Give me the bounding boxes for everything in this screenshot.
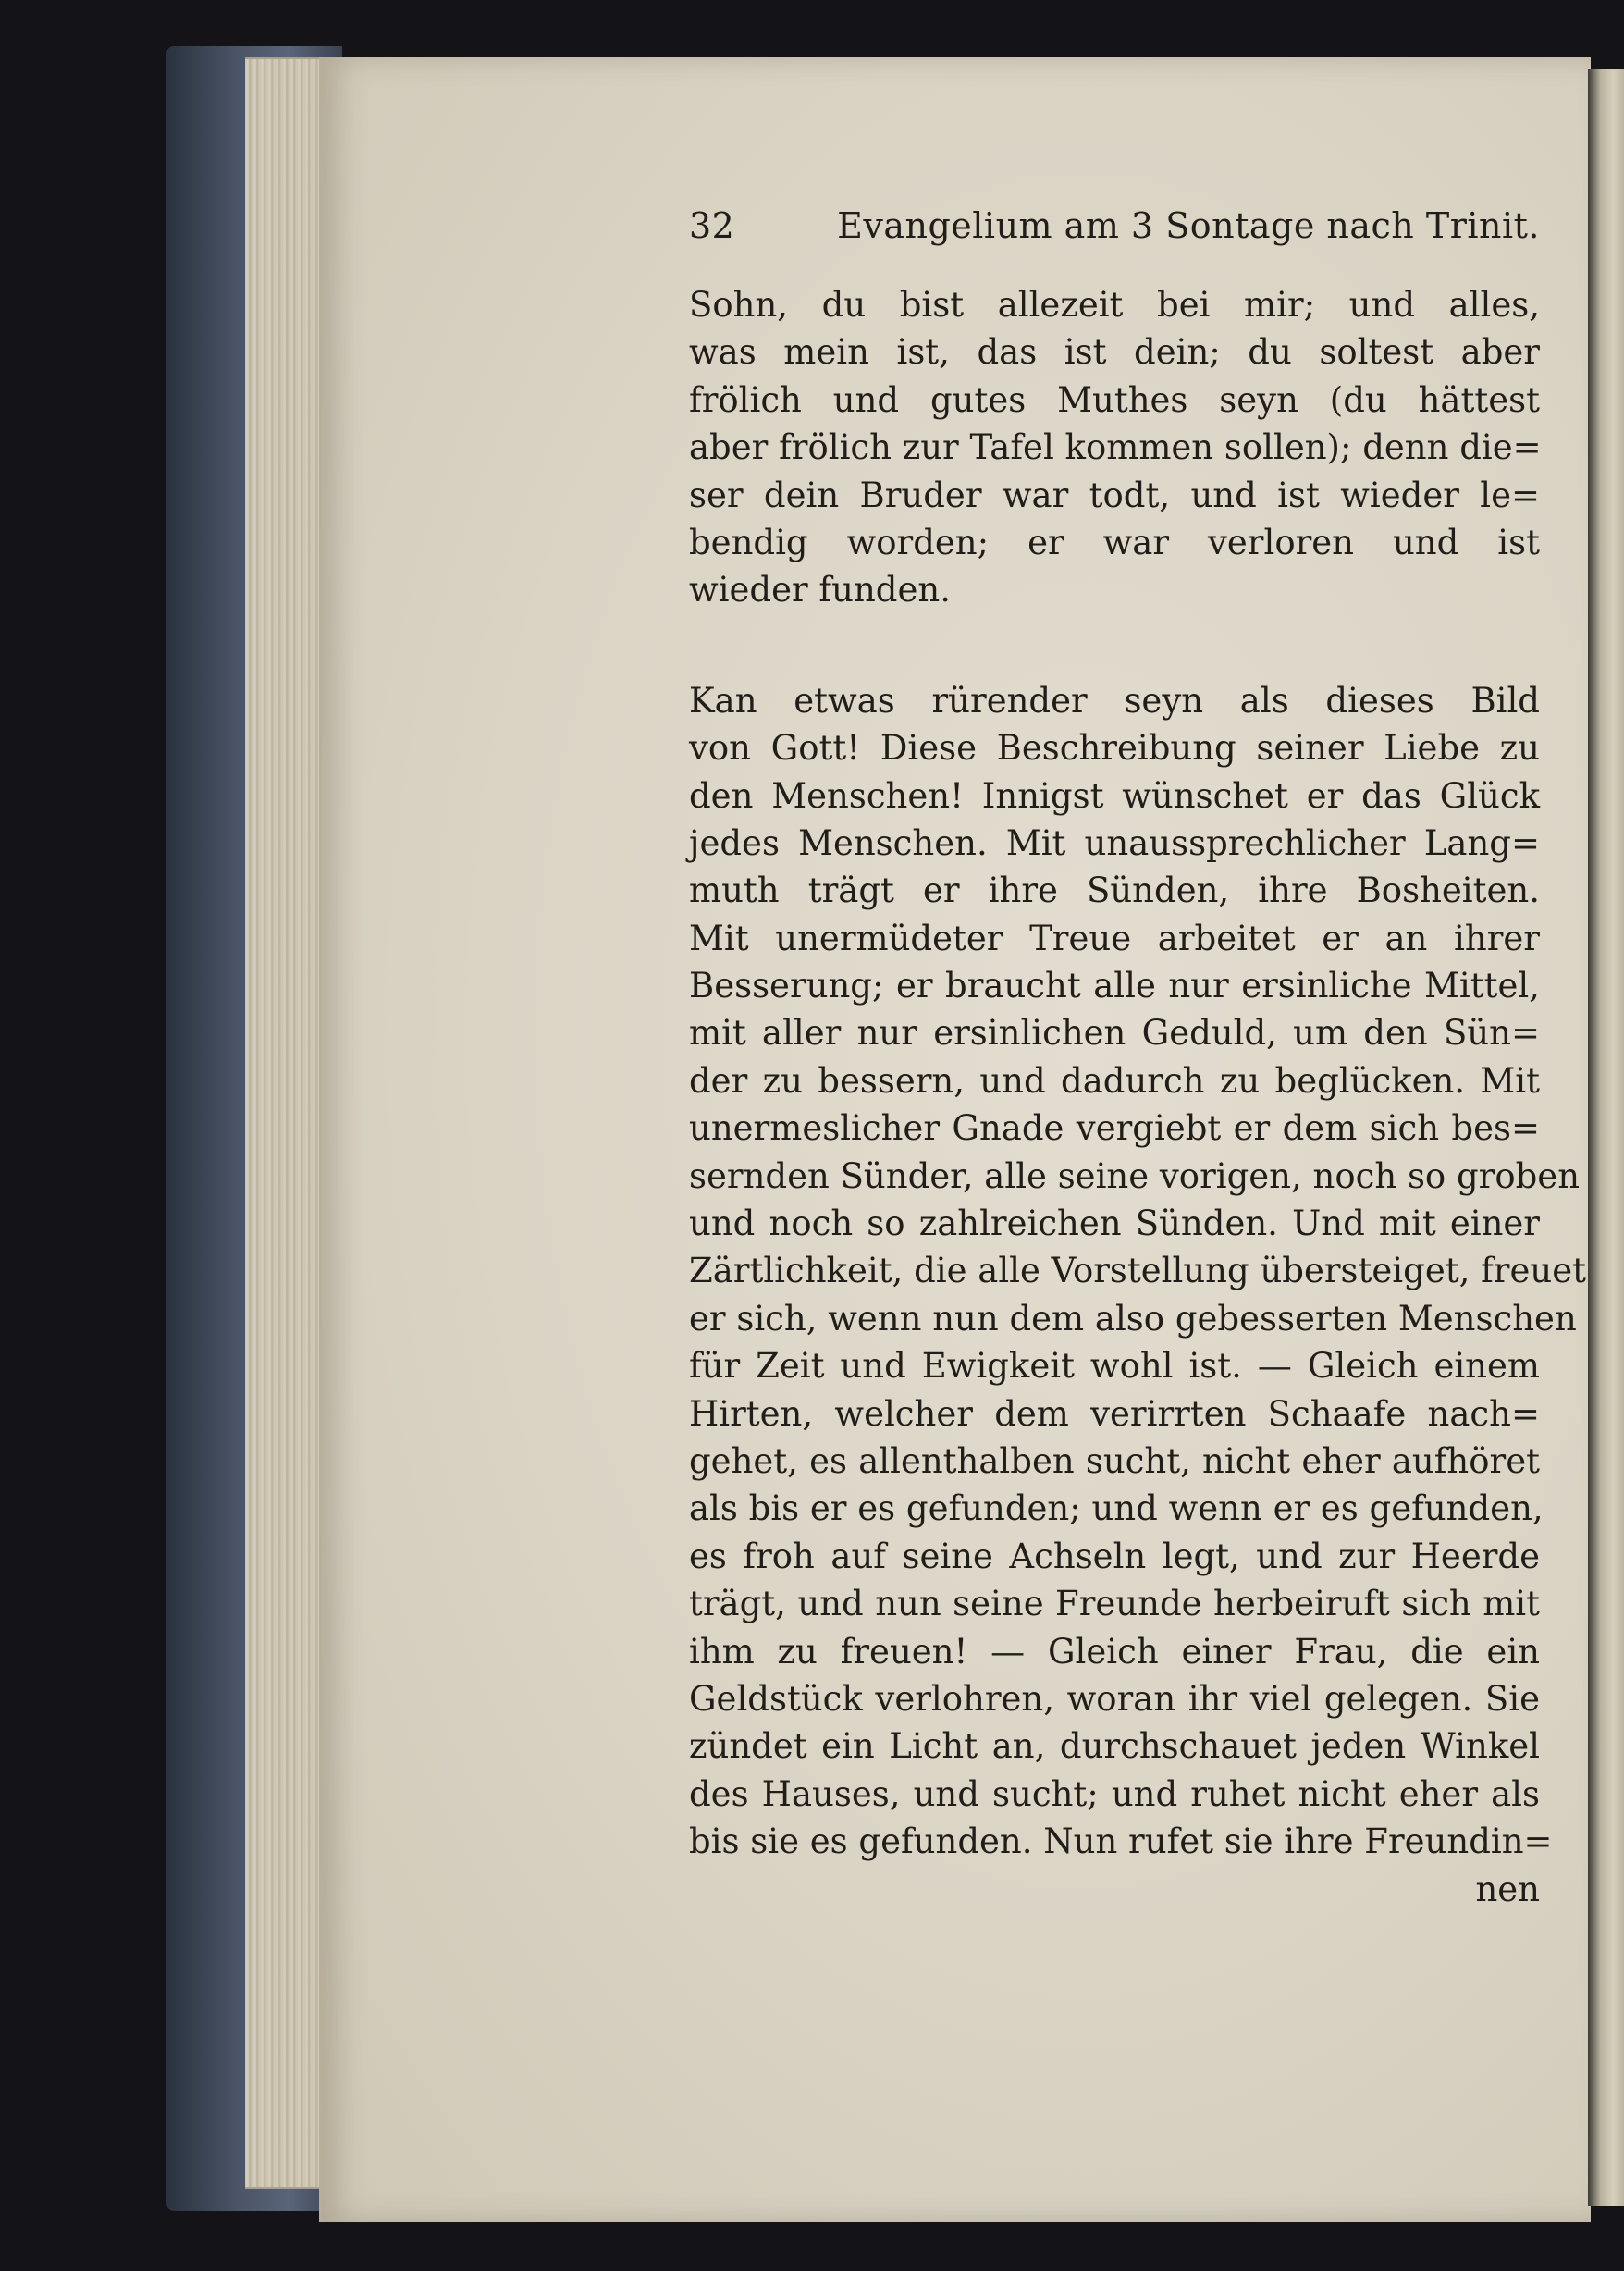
text-line: Zärtlichkeit, die alle Vorstellung übersteiget, freuet (689, 1251, 1586, 1291)
text-line: frölich und gutes Muthes seyn (du hättest (689, 379, 1540, 420)
text-line: muth trägt er ihre Sünden, ihre Bosheiten. (689, 870, 1540, 911)
text-line: und noch so zahlreichen Sünden. Und mit einer (689, 1203, 1540, 1244)
text-line: jedes Menschen. Mit unaussprechlicher Lang= (689, 822, 1540, 863)
text-line: wieder funden. (689, 570, 951, 611)
text-line: Hirten, welcher dem verirrten Schaafe nach= (689, 1393, 1540, 1434)
text-line: des Hauses, und sucht; und ruhet nicht eher als (689, 1773, 1540, 1814)
text-line: für Zeit und Ewigkeit wohl ist. — Gleich einem (689, 1346, 1540, 1387)
page-number: 32 (689, 205, 735, 246)
page-header (689, 205, 1540, 246)
text-line: ihm zu freuen! — Gleich einer Frau, die ein (689, 1631, 1540, 1672)
text-line: er sich, wenn nun dem also gebesserten Menschen (689, 1298, 1577, 1339)
text-line: Besserung; er braucht alle nur ersinliche Mittel, (689, 966, 1540, 1006)
paragraph-2 (689, 677, 1586, 1866)
text-line: aber frölich zur Tafel kommen sollen); denn die= (689, 427, 1542, 468)
text-line: Kan etwas rürender seyn als dieses Bild (689, 680, 1540, 721)
paragraph-gap (689, 614, 1540, 677)
text-line: bendig worden; er war verloren und ist (689, 522, 1540, 562)
running-title: Evangelium am 3 Sontage nach Trinit. (837, 205, 1540, 246)
text-line: als bis er es gefunden; und wenn er es gefunden, (689, 1488, 1544, 1529)
text-line: unermeslicher Gnade vergiebt er dem sich bes= (689, 1108, 1540, 1149)
text-line: trägt, und nun seine Freunde herbeiruft sich mit (689, 1584, 1540, 1624)
text-line: was mein ist, das ist dein; du soltest aber (689, 332, 1540, 373)
text-line: ser dein Bruder war todt, und ist wieder le= (689, 475, 1540, 515)
text-line: sernden Sünder, alle seine vorigen, noch so groben (689, 1155, 1581, 1196)
text-line: bis sie es gefunden. Nun rufet sie ihre Freundin= (689, 1821, 1553, 1862)
text-line: von Gott! Diese Beschreibung seiner Liebe zu (689, 728, 1540, 769)
paragraph-1 (689, 281, 1540, 614)
catchword: nen (1475, 1869, 1540, 1909)
text-line: es froh auf seine Achseln legt, und zur Heerde (689, 1536, 1540, 1576)
text-line: der zu bessern, und dadurch zu beglücken. Mit (689, 1060, 1540, 1101)
book-fore-edge (1588, 69, 1624, 2206)
text-line: Geldstück verlohren, woran ihr viel gelegen. Sie (689, 1678, 1540, 1719)
text-line: zündet ein Licht an, durchschauet jeden Winkel (689, 1726, 1540, 1767)
text-line: gehet, es allenthalben sucht, nicht eher aufhöret (689, 1440, 1540, 1481)
text-line: Mit unermüdeter Treue arbeitet er an ihrer (689, 918, 1540, 958)
text-line: mit aller nur ersinlichen Geduld, um den Sün= (689, 1013, 1540, 1054)
text-line: den Menschen! Innigst wünschet er das Glück (689, 775, 1540, 816)
text-block (689, 205, 1586, 1913)
text-line: Sohn, du bist allezeit bei mir; und alles, (689, 285, 1540, 325)
